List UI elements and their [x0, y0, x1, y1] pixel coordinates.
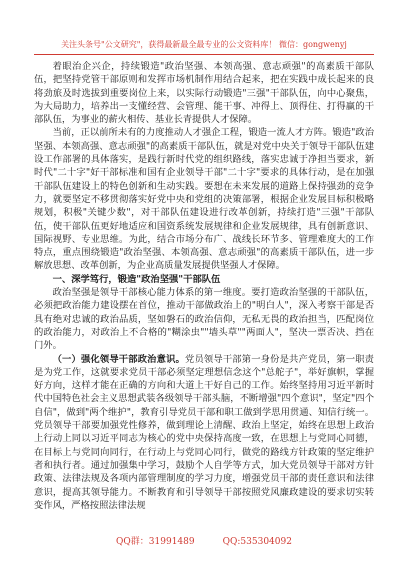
subsection-text: 党员领导干部第一身份是共产党员，第一职责是为党工作，这就要求党员干部必须坚定理想信念这个"总舵子"，举好旗帜，掌握好方向，这样才能在正确的方向和大道上干好自己的工作。始终坚持用习近平新时代中国特色社会主义思想武装各级领导干部头脑，不断增强"四个意识"，坚定"四个自信"，做到"两个维护"，教育引导党员干部和职工做到学思用贯通、知信行统一。党员领导干部要加强党性修养，做到理论上清醒、政治上坚定，始终在思想上政治上行动上同以习近平同志为核心的党中央保持高度一致，在思想上与党同心同德，在目标上与党同向同行，在行动上与党同心同行，做党的路线方针政策的坚定维护者和执行者。通过加强集中学习，鼓励个人自学等方式，加大党员领导干部对方针政策、法律法规及各项内部管理制度的学习力度，增强党员干部的责任意识和法律意识，提高其领导能力。不断教育和引导领导干部按照党风廉政建设的要求切实转变作风，严格按照法律法规 — [34, 353, 374, 511]
paragraph-2: 当前，正以前所未有的力度推动人才强企工程，锻造一流人才方阵。锻造"政治坚强、本领高强、意志顽强"的高素质干部队伍，就是对党中央关于领导干部队伍建设工作部署的具体落实，是践行新时代党的组织路线，落实忠诚于净担当要求，新时代"二十字"好干部标准和国有企业领导干部"二十字"要求的具体行动，是在加强干部队伍建设上的特色创新和生动实践。要想在未来发展的道路上保持强劲的竞争力，就要坚定不移贯彻落实好党中央和党组的决策部署，根据企业发展目标积极略规划，积极"关键少数"，对干部队伍建设进行改革创新，持续打造"三强"干部队伍，使干部队伍更好地适应和国资系统发展规律和企业发展规律，具有创新意识、国际视野、专业思维。为此，结合市场分布广、战线长环节多、管理难度大的工作特点，重点围绕锻造"政治坚强、本领高强、意志顽强"的高素质干部队伍，进一步解放思想、改革创新，为企业高质量发展提供坚强人才保障。 — [34, 127, 374, 272]
header-divider — [34, 54, 374, 55]
document-body — [34, 60, 374, 512]
section-heading: 一、深学笃行，锻造"政治坚强"干部队伍 — [52, 273, 221, 285]
footer — [34, 536, 374, 548]
subsection-lead: （一）强化领导干部政治意识。 — [52, 353, 185, 365]
header-note: 关注头条号"公文研究"，获得最新最全最专业的公文资料库！ 微信：gongwenyj — [61, 40, 347, 49]
section-paragraph: 政治坚强是领导干部核心能力体系的第一维度。要打造政治坚强的干部队伍，必须把政治能力建设摆在首位，推动干部做政治上的"明白人"，深入考察干部是否具有绝对忠诚的政治品质，坚如磐石的政治信仰，无私无畏的政治担当，匹配岗位的政治能力，对政治上不合格的"糊涂虫""墙头草""两面人"，坚决一票否决、挡在门外。 — [34, 287, 374, 352]
subsection-paragraph — [34, 353, 374, 513]
paragraph-1: 着眼治企兴企，持续锻造"政治坚强、本领高强、意志顽强"的高素质干部队伍，把坚持党管干部原则和发挥市场机制作用结合起来，把在实践中成长起来的良将劲旅及时选拔到重要岗位上来，以实际行动锻造"三强"干部队伍，向中心聚焦，为大局助力，培养出一支懂经营、会管理、能干事、冲得上、顶得住、打得赢的干部队伍，为事业的薪火相传、基业长青提供人才保障。 — [34, 61, 374, 126]
footer-qq-group: QQ群：31991489 — [116, 537, 195, 547]
footer-qq: QQ:535304092 — [222, 537, 292, 547]
